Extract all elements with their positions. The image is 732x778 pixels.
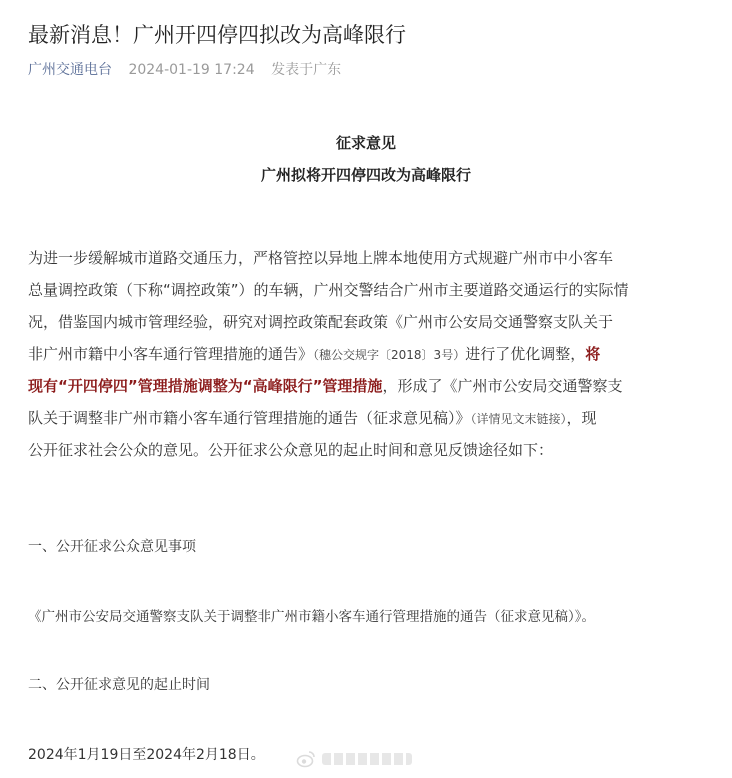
article-title: 最新消息！广州开四停四拟改为高峰限行 bbox=[28, 23, 406, 47]
paragraph-text: 公开征求社会公众的意见。公开征求公众意见的起止时间和意见反馈途径如下： bbox=[28, 441, 554, 459]
article bbox=[28, 18, 708, 763]
paragraph-text: 非广州市籍中小客车通行管理措施的通告》 bbox=[28, 345, 314, 363]
paragraph-text: 队关于调整非广州市籍小客车通行管理措施的通告（征求意见稿）》 bbox=[28, 409, 471, 427]
section2-title: 二、公开征求意见的起止时间 bbox=[28, 677, 210, 693]
paragraph-line bbox=[28, 306, 708, 338]
paragraph-line bbox=[28, 434, 708, 466]
watermark-handle bbox=[322, 753, 412, 765]
details-link-note: （详情见文末链接） bbox=[470, 412, 567, 426]
publish-time: 2024-01-19 17:24 bbox=[128, 62, 255, 78]
paragraph-text: ，现 bbox=[566, 409, 597, 427]
paragraph-text: 总量调控政策（下称“调控政策”）的车辆，广州交警结合广州市主要道路交通运行的实际情 bbox=[28, 281, 629, 299]
paragraph-line bbox=[28, 274, 708, 306]
paragraph-text: ，形成了《广州市公安局交通警察支 bbox=[382, 377, 623, 395]
section-heading: 征求意见 bbox=[335, 134, 396, 152]
paragraph-line bbox=[28, 370, 708, 402]
watermark bbox=[296, 748, 420, 770]
intro-paragraph bbox=[28, 242, 708, 466]
subheading: 广州拟将开四停四改为高峰限行 bbox=[260, 166, 471, 184]
paragraph-text: 进行了优化调整， bbox=[465, 345, 586, 363]
paragraph-line bbox=[28, 242, 708, 274]
paragraph-text: 况，借鉴国内城市管理经验，研究对调控政策配套政策《广州市公安局交通警察支队关于 bbox=[28, 313, 614, 331]
section2-dates: 2024年1月19日至2024年2月18日。 bbox=[28, 747, 265, 763]
publish-location: 发表于广东 bbox=[271, 62, 342, 78]
source-account-link[interactable]: 广州交通电台 bbox=[28, 62, 112, 78]
regulation-number: （穗公交规字〔2018〕3号） bbox=[313, 348, 466, 362]
paragraph-text: 为进一步缓解城市道路交通压力，严格管控以异地上牌本地使用方式规避广州市中小客车 bbox=[28, 249, 614, 267]
section1-title: 一、公开征求公众意见事项 bbox=[28, 539, 196, 555]
paragraph-line bbox=[28, 338, 708, 370]
emphasis-text: 现有“开四停四”管理措施调整为“高峰限行”管理措施 bbox=[28, 377, 383, 395]
paragraph-line bbox=[28, 402, 708, 434]
emphasis-text: 将 bbox=[585, 345, 601, 363]
weibo-logo-icon bbox=[296, 749, 316, 769]
article-meta bbox=[28, 60, 708, 80]
section1-item: 《广州市公安局交通警察支队关于调整非广州市籍小客车通行管理措施的通告（征求意见稿）》。 bbox=[28, 609, 595, 625]
